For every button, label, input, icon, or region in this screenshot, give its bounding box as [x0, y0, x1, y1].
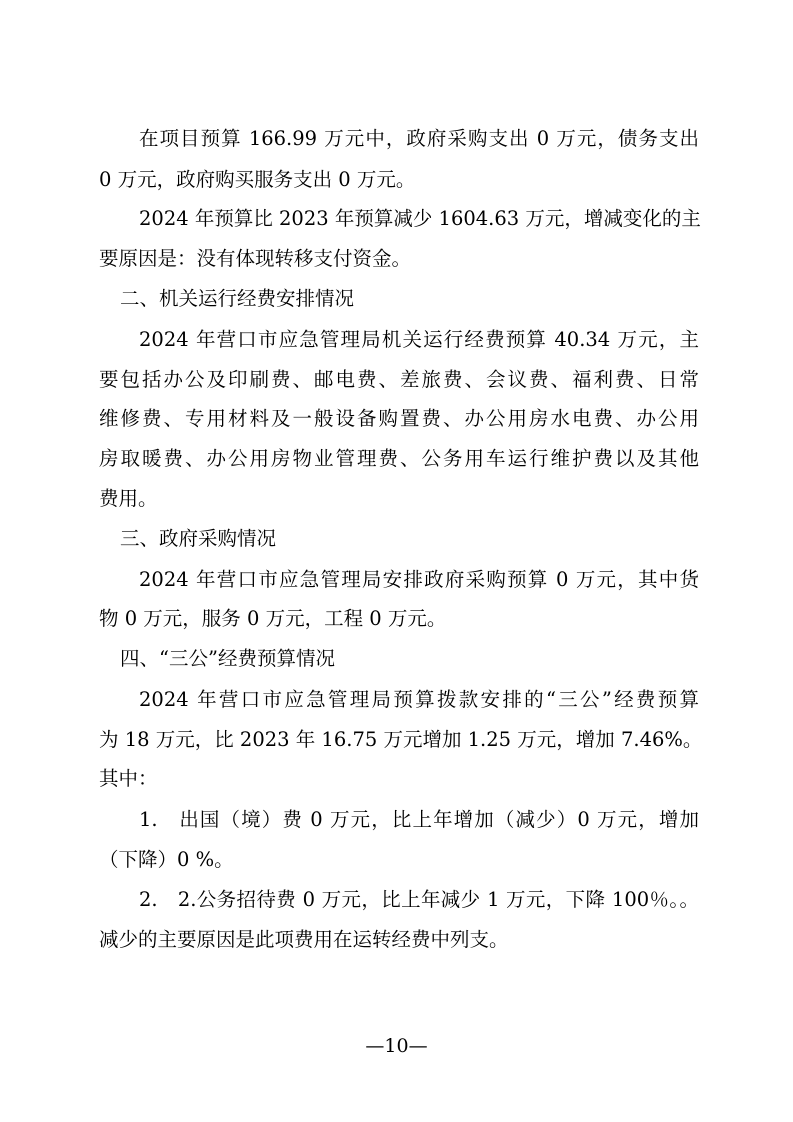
- paragraph-three-public-line-2: 为 18 万元，比 2023 年 16.75 万元增加 1.25 万元，增加 7.46%。: [99, 728, 703, 751]
- paragraph-project-budget-line-1: 在项目预算 166.99 万元中，政府采购支出 0 万元，债务支出: [139, 127, 699, 150]
- section-heading-government-procurement: 三、政府采购情况: [120, 527, 277, 550]
- section-heading-operating-funds: 二、机关运行经费安排情况: [120, 287, 355, 310]
- paragraph-procurement-line-2: 物 0 万元，服务 0 万元，工程 0 万元。: [99, 607, 447, 630]
- page-number: —10—: [365, 1035, 428, 1057]
- paragraph-operating-funds-line-2: 要包括办公及印刷费、邮电费、差旅费、会议费、福利费、日常: [99, 368, 699, 391]
- paragraph-procurement-line-1: 2024 年营口市应急管理局安排政府采购预算 0 万元，其中货: [139, 568, 699, 591]
- section-heading-three-public-expenses: 四、“三公”经费预算情况: [120, 647, 335, 670]
- paragraph-operating-funds-line-1: 2024 年营口市应急管理局机关运行经费预算 40.34 万元，主: [139, 328, 699, 351]
- item-overseas-travel-line-1: 1. 出国（境）费 0 万元，比上年增加（减少）0 万元，增加: [139, 808, 699, 831]
- paragraph-operating-funds-line-4: 房取暖费、办公用房物业管理费、公务用车运行维护费以及其他: [99, 447, 699, 470]
- paragraph-project-budget-line-2: 0 万元，政府购买服务支出 0 万元。: [99, 168, 416, 191]
- item-overseas-travel-line-2: （下降）0 %。: [99, 848, 234, 871]
- item-reception-expenses-line-2: 减少的主要原因是此项费用在运转经费中列支。: [99, 928, 509, 951]
- paragraph-three-public-line-3: 其中：: [99, 767, 158, 790]
- paragraph-operating-funds-line-3: 维修费、专用材料及一般设备购置费、办公用房水电费、办公用: [99, 407, 699, 430]
- paragraph-budget-change-line-1: 2024 年预算比 2023 年预算减少 1604.63 万元，增减变化的主: [139, 207, 701, 230]
- paragraph-operating-funds-line-5: 费用。: [99, 487, 158, 510]
- item-reception-expenses-line-1: 2. 2.公务招待费 0 万元，比上年减少 1 万元，下降 100％。。: [139, 888, 699, 911]
- paragraph-three-public-line-1: 2024 年营口市应急管理局预算拨款安排的“三公”经费预算: [139, 688, 699, 711]
- paragraph-budget-change-line-2: 要原因是：没有体现转移支付资金。: [99, 247, 412, 270]
